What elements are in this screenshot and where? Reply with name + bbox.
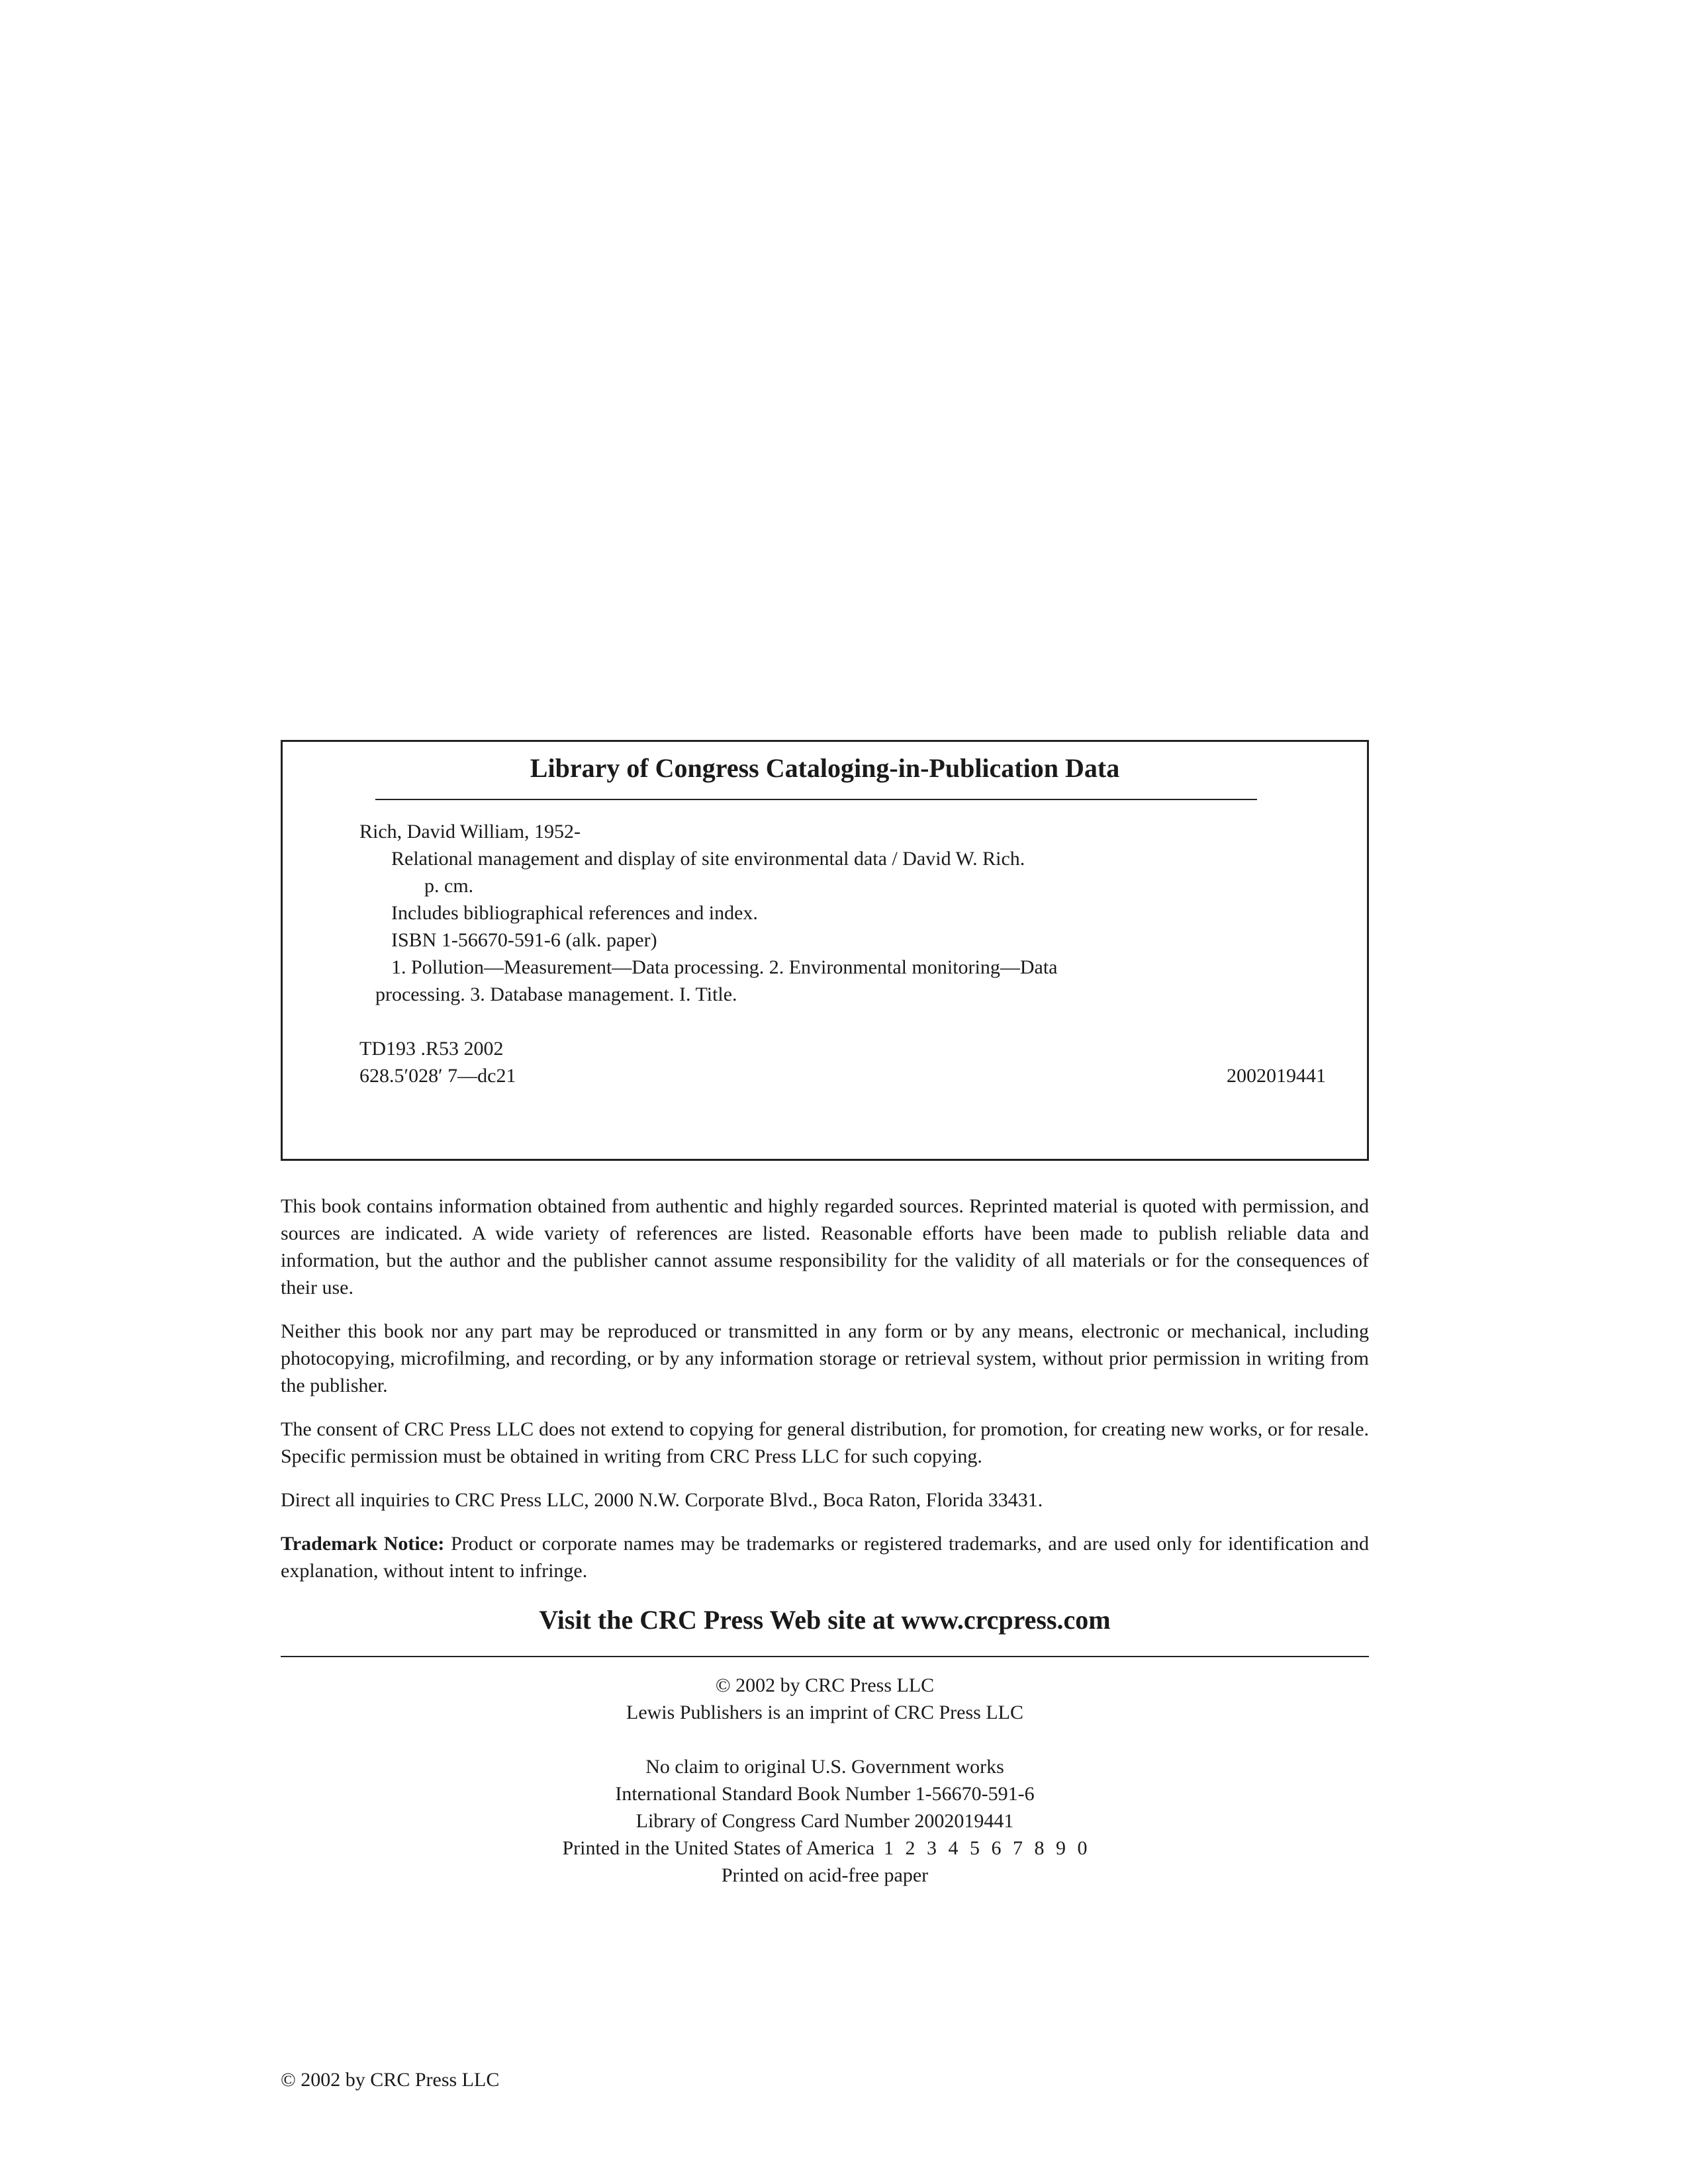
copyright-line: © 2002 by CRC Press LLC [715, 1674, 935, 1696]
printed-in-text: Printed in the United States of America [562, 1837, 875, 1859]
cip-dewey: 628.5′028′ 7—dc21 [359, 1065, 516, 1087]
cip-includes: Includes bibliographical references and index. [391, 902, 758, 924]
cip-record [359, 818, 1326, 1089]
cip-author: Rich, David William, 1952- [359, 821, 581, 842]
acid-free-line: Printed on acid-free paper [721, 1864, 929, 1886]
cip-lc-class: TD193 .R53 2002 [359, 1038, 504, 1060]
copyright-block [281, 1672, 1369, 1889]
cip-card-number: 2002019441 [1227, 1065, 1326, 1087]
consent-notice: The consent of CRC Press LLC does not extend to copying for general distribution, for promotion, for creating new works, or for resale. Specific permission must be obtained in writing from CRC Press LLC for such copying. [281, 1418, 1369, 1467]
government-works-line: No claim to original U.S. Government works [645, 1756, 1004, 1778]
legal-notices [281, 1193, 1369, 1584]
printing-numbers: 1 2 3 4 5 6 7 8 9 0 [884, 1837, 1088, 1859]
website-banner: Visit the CRC Press Web site at www.crcpress.com [539, 1605, 1111, 1635]
website-divider [281, 1656, 1369, 1657]
cip-data-box [281, 740, 1369, 1161]
sources-notice: This book contains information obtained from authentic and highly regarded sources. Reprinted material is quoted with permission, and sources are indicated. A wide variety of references are listed. Reasonable efforts have been made to publish reliable data and information, but the author and the publisher cannot assume responsibility for the validity of all materials or for the consequences of their use. [281, 1195, 1369, 1298]
cip-pages: p. cm. [424, 875, 474, 897]
cip-title: Library of Congress Cataloging-in-Publication Data [530, 753, 1120, 783]
copyright-spacer [281, 1726, 1369, 1753]
cip-subjects-continued: processing. 3. Database management. I. Title. [375, 983, 737, 1005]
cip-spacer [359, 1008, 1326, 1035]
cip-divider [375, 799, 1257, 800]
cip-title-statement: Relational management and display of site environmental data / David W. Rich. [391, 848, 1025, 870]
cip-classification-row [359, 1062, 1326, 1089]
trademark-text: Product or corporate names may be trademarks or registered trademarks, and are used only for identification and explanation, without intent to infringe. [281, 1533, 1369, 1582]
cip-subjects: 1. Pollution—Measurement—Data processing. 2. Environmental monitoring—Data [391, 956, 1058, 978]
reproduction-notice: Neither this book nor any part may be reproduced or transmitted in any form or by any means, electronic or mechanical, including photocopying, microfilming, and recording, or by any information storage or retrieval system, without prior permission in writing from the publisher. [281, 1320, 1369, 1396]
printed-in-line [281, 1835, 1369, 1862]
inquiries-notice: Direct all inquiries to CRC Press LLC, 2000 N.W. Corporate Blvd., Boca Raton, Florida 33431. [281, 1489, 1043, 1511]
page-footer: © 2002 by CRC Press LLC [281, 2069, 500, 2091]
cip-isbn: ISBN 1-56670-591-6 (alk. paper) [391, 929, 657, 951]
trademark-notice [281, 1530, 1369, 1584]
imprint-line: Lewis Publishers is an imprint of CRC Press LLC [626, 1702, 1023, 1723]
lc-card-line: Library of Congress Card Number 2002019441 [635, 1810, 1014, 1832]
trademark-label: Trademark Notice: [281, 1533, 445, 1555]
isbn-line: International Standard Book Number 1-56670-591-6 [615, 1783, 1035, 1805]
